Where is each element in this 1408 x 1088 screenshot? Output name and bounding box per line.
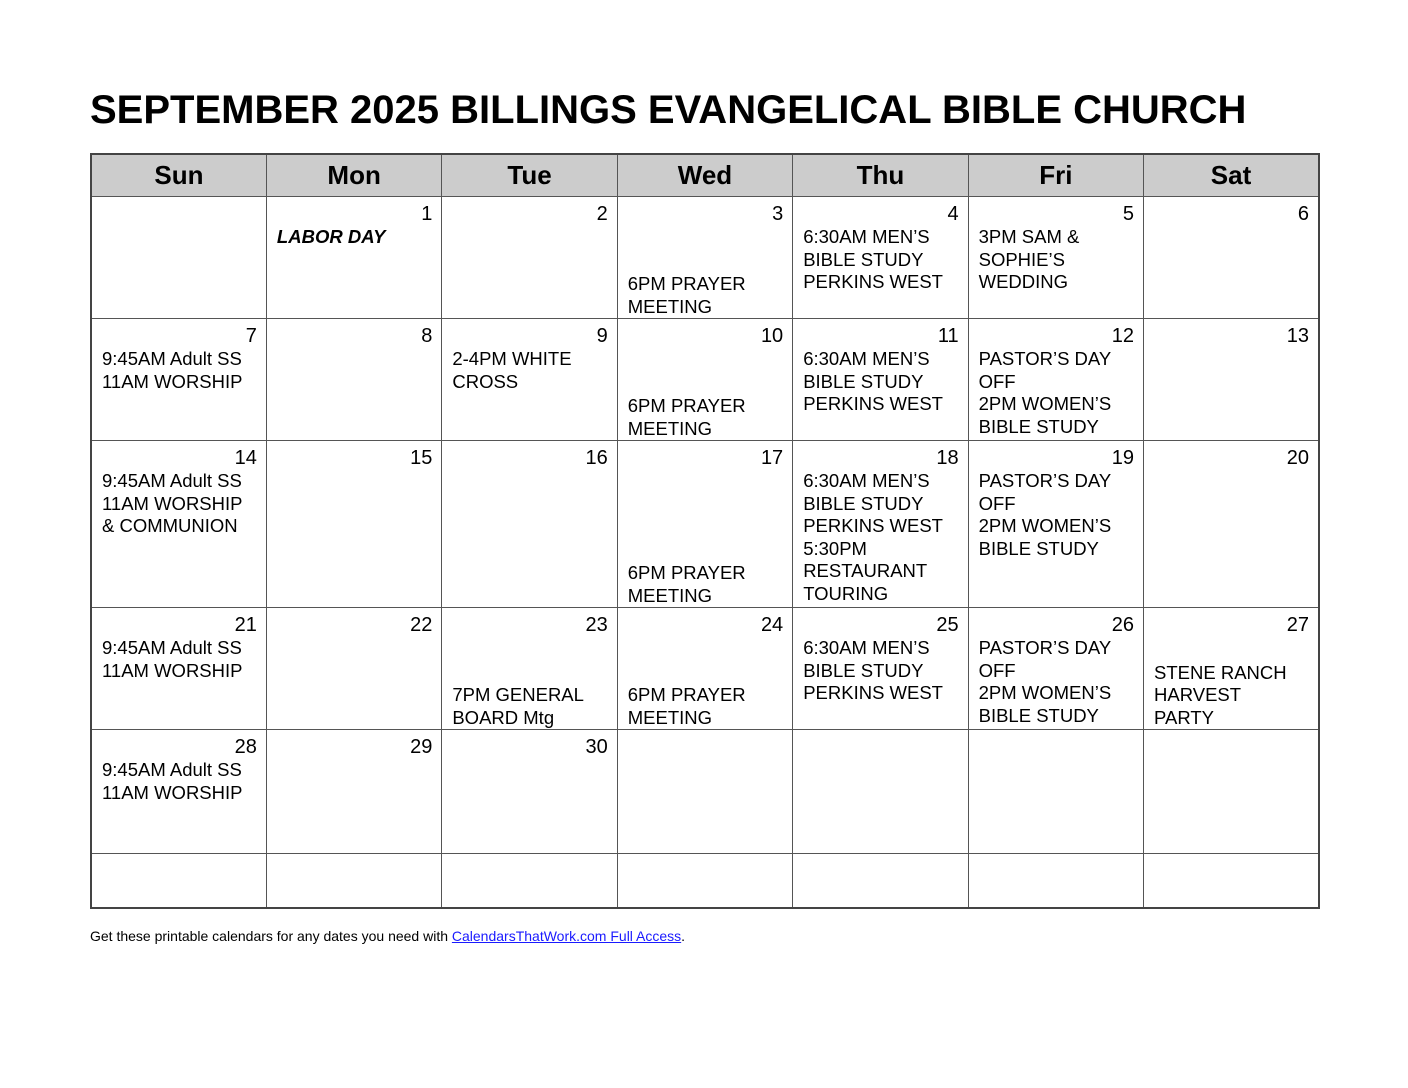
day-number: 3: [772, 203, 784, 225]
event-text: LABOR DAY: [276, 226, 386, 247]
day-cell-6[interactable]: [1144, 197, 1319, 319]
day-number: 18: [936, 447, 959, 469]
day-cell-10[interactable]: [617, 319, 792, 441]
day-number: 28: [234, 736, 257, 758]
day-number: 10: [760, 325, 784, 347]
day-cell-28[interactable]: [91, 730, 266, 854]
day-cell-22[interactable]: [266, 608, 441, 730]
day-number: 2: [596, 203, 608, 225]
day-number: 8: [421, 325, 433, 347]
day-number: 5: [1122, 203, 1135, 225]
weekday-header-thu: Thu: [793, 154, 968, 197]
day-cell-9[interactable]: [442, 319, 617, 441]
week-row: [91, 730, 1319, 854]
weekday-header-sun: Sun: [91, 154, 266, 197]
day-number: 7: [245, 325, 257, 347]
day-number: 19: [1111, 447, 1135, 469]
day-cell-17[interactable]: [617, 441, 792, 608]
footer-text: Get these printable calendars for any dates you need with: [90, 928, 452, 944]
event-text: 6:30AM MEN’S BIBLE STUDY PERKINS WEST 5:30PM RESTAURANT TOURING: [803, 470, 943, 604]
footer: [90, 928, 685, 944]
day-cell-3[interactable]: [617, 197, 792, 319]
event-text: 2-4PM WHITE CROSS: [452, 348, 572, 392]
day-number: 14: [234, 447, 257, 469]
empty-day-cell: [1144, 730, 1319, 854]
page-title: SEPTEMBER 2025 BILLINGS EVANGELICAL BIBLE CHURCH: [90, 88, 1247, 132]
day-number: 20: [1286, 447, 1309, 469]
day-number: 11: [937, 325, 959, 347]
empty-day-cell: [793, 854, 968, 909]
day-number: 23: [585, 614, 608, 636]
day-cell-8[interactable]: [266, 319, 441, 441]
day-cell-25[interactable]: [793, 608, 968, 730]
day-number: 6: [1297, 203, 1309, 225]
week-row: [91, 197, 1319, 319]
day-cell-16[interactable]: [442, 441, 617, 608]
empty-day-cell: [442, 854, 617, 909]
empty-day-cell: [968, 854, 1143, 909]
day-number: 30: [585, 736, 608, 758]
event-text: 6PM PRAYER MEETING: [627, 273, 746, 317]
event-text: 3PM SAM & SOPHIE’S WEDDING: [978, 226, 1080, 292]
event-text: PASTOR’S DAY OFF 2PM WOMEN’S BIBLE STUDY: [978, 637, 1112, 726]
empty-day-cell: [968, 730, 1143, 854]
week-row: [91, 441, 1319, 608]
calendarsthatwork-link[interactable]: CalendarsThatWork.com Full Access: [451, 928, 682, 944]
weekday-header-row: [91, 154, 1319, 197]
empty-day-cell: [91, 854, 266, 909]
event-text: 9:45AM Adult SS 11AM WORSHIP: [102, 759, 243, 803]
day-number: 1: [421, 203, 433, 225]
event-text: 7PM GENERAL BOARD Mtg: [452, 684, 584, 728]
day-number: 12: [1111, 325, 1135, 347]
day-cell-18[interactable]: [793, 441, 968, 608]
day-number: 17: [760, 447, 784, 469]
calendar-grid: [90, 153, 1320, 909]
event-text: 6PM PRAYER MEETING: [627, 395, 746, 439]
weekday-header-fri: Fri: [968, 154, 1143, 197]
footer-end: .: [681, 928, 686, 944]
empty-day-cell: [617, 854, 792, 909]
day-cell-30[interactable]: [442, 730, 617, 854]
event-text: PASTOR’S DAY OFF 2PM WOMEN’S BIBLE STUDY: [978, 348, 1112, 437]
day-cell-24[interactable]: [617, 608, 792, 730]
event-text: 6:30AM MEN’S BIBLE STUDY PERKINS WEST: [803, 226, 943, 292]
day-number: 9: [596, 325, 608, 347]
day-number: 13: [1286, 325, 1309, 347]
day-cell-12[interactable]: [968, 319, 1143, 441]
week-row: [91, 608, 1319, 730]
event-text: 9:45AM Adult SS 11AM WORSHIP: [102, 348, 243, 392]
empty-day-cell: [617, 730, 792, 854]
event-text: PASTOR’S DAY OFF 2PM WOMEN’S BIBLE STUDY: [978, 470, 1112, 559]
day-cell-2[interactable]: [442, 197, 617, 319]
day-number: 29: [410, 736, 433, 758]
day-cell-5[interactable]: [968, 197, 1143, 319]
day-cell-19[interactable]: [968, 441, 1143, 608]
day-number: 26: [1111, 614, 1135, 636]
week-row: [91, 319, 1319, 441]
day-cell-21[interactable]: [91, 608, 266, 730]
event-text: 6:30AM MEN’S BIBLE STUDY PERKINS WEST: [803, 348, 943, 414]
day-number: 22: [410, 614, 433, 636]
day-cell-14[interactable]: [91, 441, 266, 608]
day-cell-11[interactable]: [793, 319, 968, 441]
day-cell-13[interactable]: [1144, 319, 1319, 441]
event-text: 6PM PRAYER MEETING: [627, 684, 746, 728]
empty-day-cell: [91, 197, 266, 319]
empty-day-cell: [266, 854, 441, 909]
day-number: 21: [234, 614, 257, 636]
day-number: 25: [936, 614, 959, 636]
event-text: 6:30AM MEN’S BIBLE STUDY PERKINS WEST: [803, 637, 943, 703]
event-text: STENE RANCH HARVEST PARTY: [1154, 661, 1287, 728]
day-cell-15[interactable]: [266, 441, 441, 608]
event-text: 6PM PRAYER MEETING: [627, 562, 746, 606]
day-cell-29[interactable]: [266, 730, 441, 854]
empty-day-cell: [1144, 854, 1319, 909]
day-cell-27[interactable]: [1144, 608, 1319, 730]
calendar-body: [91, 197, 1319, 909]
day-cell-4[interactable]: [793, 197, 968, 319]
day-cell-23[interactable]: [442, 608, 617, 730]
event-text: 9:45AM Adult SS 11AM WORSHIP & COMMUNION: [102, 470, 243, 536]
day-number: 24: [760, 614, 784, 636]
day-number: 16: [585, 447, 608, 469]
weekday-header-sat: Sat: [1144, 154, 1319, 197]
day-cell-1[interactable]: [266, 197, 441, 319]
day-number: 27: [1286, 614, 1309, 636]
weekday-header-wed: Wed: [617, 154, 792, 197]
event-text: 9:45AM Adult SS 11AM WORSHIP: [102, 637, 243, 681]
day-cell-7[interactable]: [91, 319, 266, 441]
empty-day-cell: [793, 730, 968, 854]
day-number: 4: [947, 203, 959, 225]
week-row: [91, 854, 1319, 909]
day-number: 15: [410, 447, 433, 469]
weekday-header-mon: Mon: [266, 154, 441, 197]
day-cell-20[interactable]: [1144, 441, 1319, 608]
weekday-header-tue: Tue: [442, 154, 617, 197]
day-cell-26[interactable]: [968, 608, 1143, 730]
